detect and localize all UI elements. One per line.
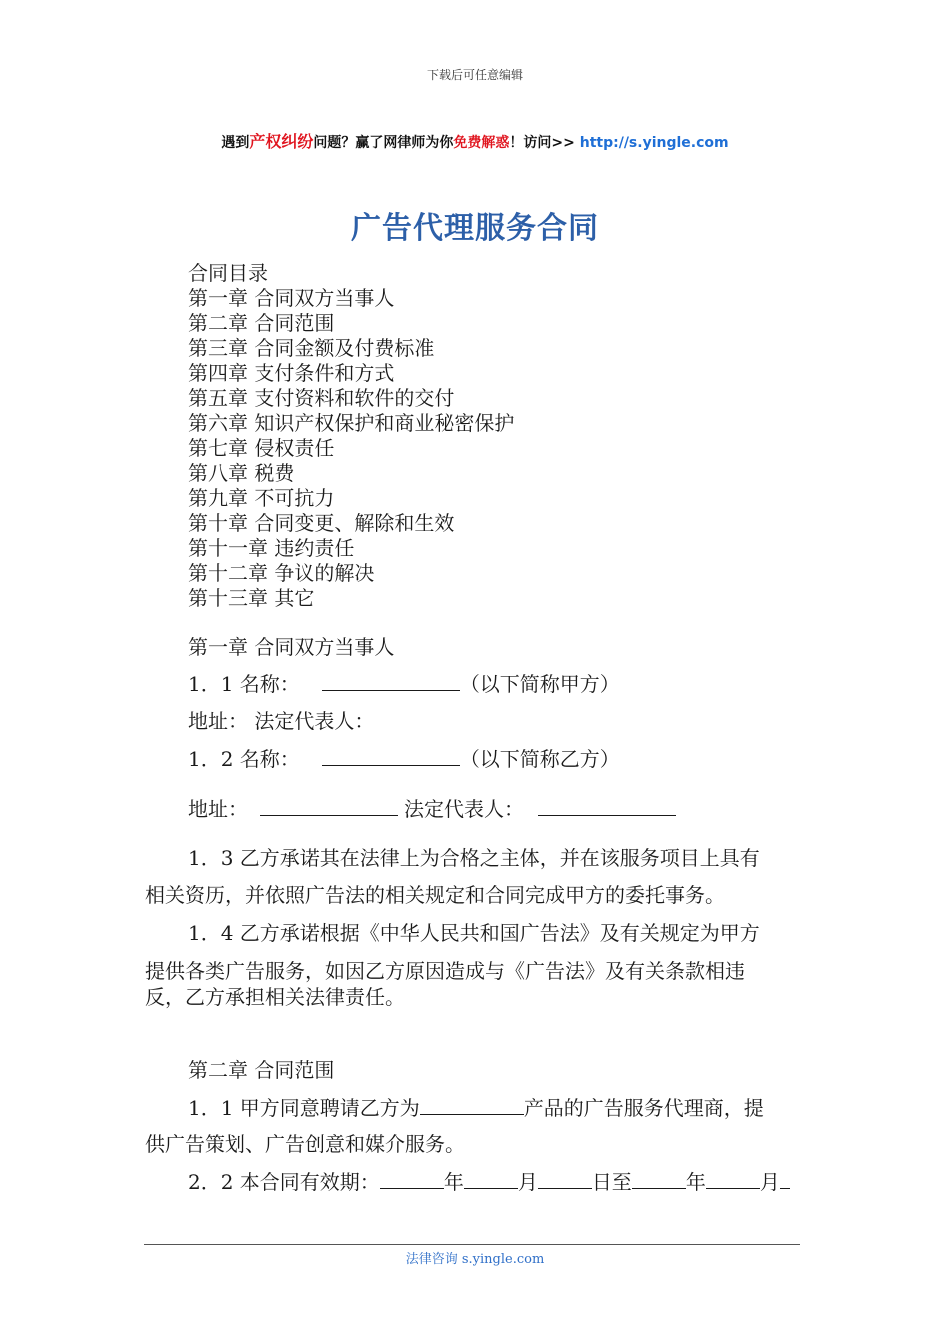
party-a-name-blank[interactable] [322, 671, 460, 691]
toc-heading: 合同目录 [188, 261, 268, 285]
toc-item: 第十二章 争议的解决 [188, 561, 375, 585]
end-year-label: 年 [685, 1170, 706, 1194]
party-b-alias: （以下简称乙方） [459, 747, 620, 771]
promo-text-1: 遇到 [221, 135, 250, 151]
end-month-label: 月 [759, 1170, 780, 1194]
party-b-address-label: 地址： [188, 797, 248, 821]
start-month-label: 月 [517, 1170, 538, 1194]
promo-highlight-free: 免费解惑 [453, 135, 510, 151]
toc-item: 第一章 合同双方当事人 [188, 286, 395, 310]
party-b-name-label: 1．2 名称： [188, 747, 300, 771]
party-b-name-line [188, 746, 620, 772]
party-b-rep-blank[interactable] [538, 796, 676, 816]
clause-1-4-line-3: 反，乙方承担相关法律责任。 [145, 985, 405, 1009]
end-month-blank[interactable] [706, 1169, 760, 1189]
end-year-blank[interactable] [632, 1169, 686, 1189]
toc-item: 第七章 侵权责任 [188, 436, 335, 460]
clause-1-3-line-2: 相关资历，并依照广告法的相关规定和合同完成甲方的委托事务。 [145, 883, 725, 907]
promo-text-2: 问题？赢了网律师为你 [313, 135, 454, 151]
toc-item: 第六章 知识产权保护和商业秘密保护 [188, 411, 515, 435]
party-a-address-line: 地址： 法定代表人： [188, 709, 375, 733]
product-blank[interactable] [420, 1095, 524, 1115]
promo-highlight-topic: 产权纠纷 [249, 132, 314, 151]
clause-2-2-label: 2．2 本合同有效期： [188, 1170, 380, 1194]
party-b-rep-label: 法定代表人： [404, 797, 524, 821]
toc-item: 第十章 合同变更、解除和生效 [188, 511, 455, 535]
toc-item: 第十三章 其它 [188, 586, 315, 610]
footer-divider [144, 1244, 800, 1245]
toc-item: 第九章 不可抗力 [188, 486, 335, 510]
clause-2-1-text-b: 产品的广告服务代理商，提 [523, 1096, 764, 1120]
clause-2-2-line [188, 1169, 790, 1195]
party-b-address-blank[interactable] [260, 796, 398, 816]
promo-text-3: ！访问>> [509, 135, 580, 151]
promo-banner [0, 129, 950, 152]
clause-1-3-line-1: 1．3 乙方承诺其在法律上为合格之主体，并在该服务项目上具有 [188, 846, 760, 870]
document-title: 广告代理服务合同 [351, 211, 599, 246]
toc-item: 第五章 支付资料和软件的交付 [188, 386, 455, 410]
toc-item: 第四章 支付条件和方式 [188, 361, 395, 385]
promo-link[interactable]: http://s.yingle.com [579, 135, 729, 151]
party-a-name-label: 1．1 名称： [188, 672, 300, 696]
party-a-alias: （以下简称甲方） [459, 672, 620, 696]
toc-item: 第十一章 违约责任 [188, 536, 355, 560]
start-year-blank[interactable] [380, 1169, 444, 1189]
chapter-1-heading: 第一章 合同双方当事人 [188, 635, 395, 659]
end-day-blank[interactable] [780, 1169, 790, 1189]
start-day-label: 日至 [591, 1170, 632, 1194]
clause-2-1-text-a: 1．1 甲方同意聘请乙方为 [188, 1096, 420, 1120]
clause-1-4-line-1: 1．4 乙方承诺根据《中华人民共和国广告法》及有关规定为甲方 [188, 921, 760, 945]
clause-2-1-line-2: 供广告策划、广告创意和媒介服务。 [145, 1132, 465, 1156]
start-month-blank[interactable] [464, 1169, 518, 1189]
start-year-label: 年 [443, 1170, 464, 1194]
start-day-blank[interactable] [538, 1169, 592, 1189]
toc-item: 第三章 合同金额及付费标准 [188, 336, 435, 360]
toc-item: 第二章 合同范围 [188, 311, 335, 335]
footer-link[interactable]: 法律咨询 s.yingle.com [405, 1252, 545, 1267]
party-a-name-line [188, 671, 620, 697]
party-b-name-blank[interactable] [322, 746, 460, 766]
toc-item: 第八章 税费 [188, 461, 295, 485]
party-b-address-line [188, 796, 676, 822]
download-note: 下载后可任意编辑 [426, 68, 523, 82]
clause-1-4-line-2: 提供各类广告服务，如因乙方原因造成与《广告法》及有关条款相违 [145, 959, 745, 983]
clause-2-1-line-1 [188, 1095, 764, 1121]
chapter-2-heading: 第二章 合同范围 [188, 1058, 335, 1082]
